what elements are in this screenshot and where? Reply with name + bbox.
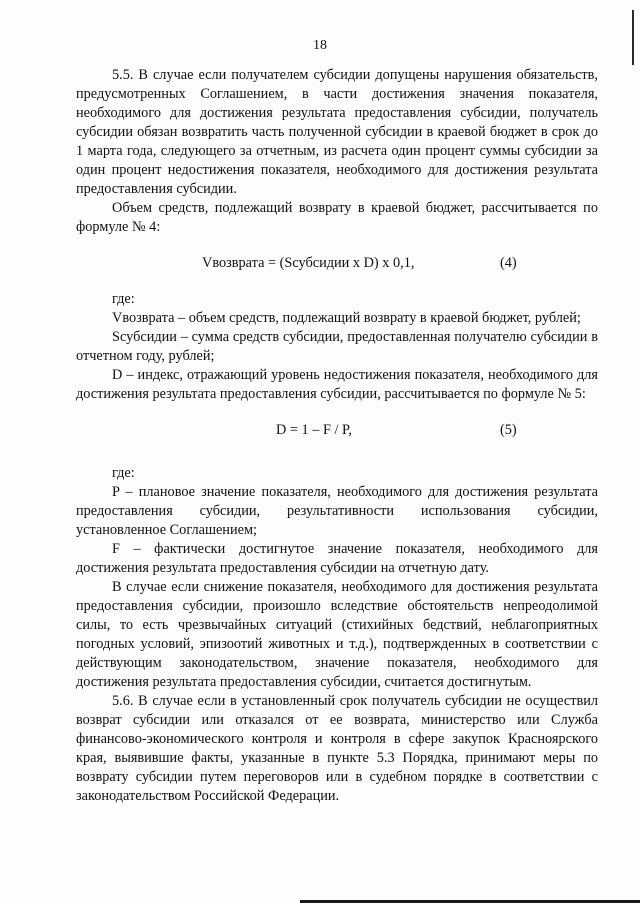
document-body	[76, 66, 598, 806]
where-label-2: где:	[112, 465, 135, 481]
formula-4: Vвозврата = (Sсубсидии x D) x 0,1,	[202, 255, 415, 271]
paragraph-volume-intro: Объем средств, подлежащий возврату в краевой бюджет, рассчитывается по формуле № 4:	[76, 200, 598, 235]
formula-4-row	[76, 254, 598, 273]
paragraph-5-5: 5.5. В случае если получателем субсидии допущены нарушения обязательств, предусмотренных Соглашением, в части достижения значения показателя, необходимого для достижения результата предоставления субсидии, получатель субсидии обязан возвратить часть полученной субсидии в краевой бюджет в срок до 1 марта года, следующего за отчетным, из расчета один процент суммы субсидии за один процент недостижения показателя, необходимого для достижения результата предоставления субсидии.	[76, 67, 598, 197]
paragraph-5-6: 5.6. В случае если в установленный срок получатель субсидии не осуществил возврат субсидии или отказался от ее возврата, министерство или Служба финансово-экономического контроля и контроля в сфере закупок Красноярского края, выявившие факты, указанные в пункте 5.3 Порядка, принимают меры по возврату субсидии путем переговоров или в судебном порядке в соответствии с законодательством Российской Федерации.	[76, 693, 598, 804]
formula-5-number: (5)	[500, 422, 517, 438]
definition-p: P – плановое значение показателя, необходимого для достижения результата предоставления субсидии, результативности использования субсидии, установленное Соглашением;	[76, 484, 598, 538]
page-number: 18	[313, 38, 327, 53]
definition-d: D – индекс, отражающий уровень недостижения показателя, необходимого для достижения результата предоставления субсидии, рассчитывается по формуле № 5:	[76, 367, 598, 402]
where-label-1: где:	[112, 291, 135, 307]
scan-bottom-edge	[300, 900, 640, 903]
formula-5: D = 1 – F / P,	[276, 422, 352, 438]
definition-v: Vвозврата – объем средств, подлежащий возврату в краевой бюджет, рублей;	[112, 310, 581, 326]
formula-4-number: (4)	[500, 255, 517, 271]
definition-f: F – фактически достигнутое значение показателя, необходимого для достижения результата предоставления субсидии на отчетную дату.	[76, 541, 598, 576]
definition-s: Sсубсидии – сумма средств субсидии, предоставленная получателю субсидии в отчетном году, рублей;	[76, 329, 598, 364]
paragraph-force-majeure: В случае если снижение показателя, необходимого для достижения результата предоставления субсидии, произошло вследствие обстоятельств непреодолимой силы, то есть чрезвычайных ситуаций (стихийных бедствий, неблагоприятных погодных условий, эпизоотий животных и т.д.), подтвержденных в соответствии с действующим законодательством, значение показателя, необходимого для достижения результата предоставления субсидии, считается достигнутым.	[76, 579, 598, 690]
formula-5-row	[76, 421, 598, 440]
